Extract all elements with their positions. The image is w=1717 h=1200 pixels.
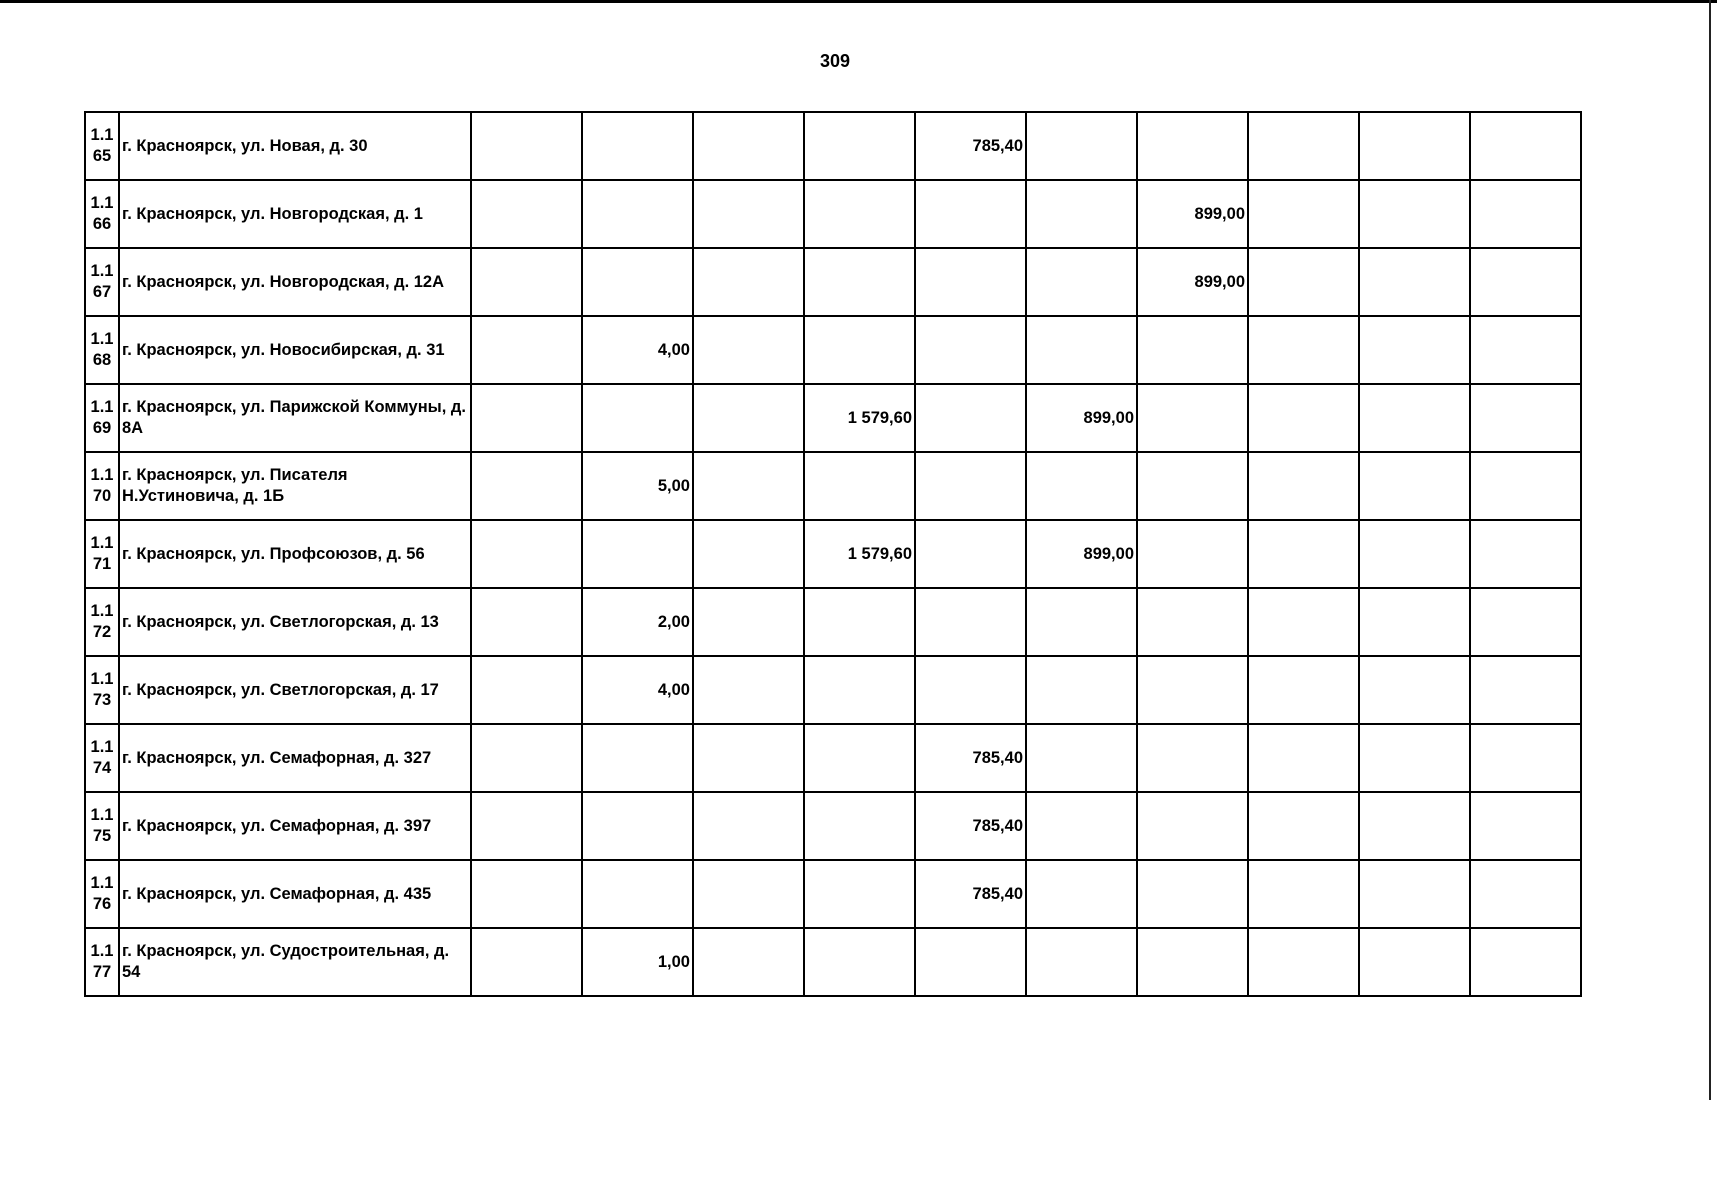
value-cell-col-9 (1359, 180, 1470, 248)
value-cell-col-2: 1,00 (582, 928, 693, 996)
value-cell-col-8 (1248, 520, 1359, 588)
value-cell-col-5 (915, 928, 1026, 996)
value-cell-col-5 (915, 452, 1026, 520)
address-cell: г. Красноярск, ул. Новая, д. 30 (119, 112, 471, 180)
table-body (85, 112, 1581, 996)
value-cell-col-7 (1137, 316, 1248, 384)
value-cell-col-3 (693, 928, 804, 996)
value-cell-col-6 (1026, 656, 1137, 724)
value-cell-col-6 (1026, 316, 1137, 384)
value-cell-col-2 (582, 248, 693, 316)
value-cell-col-4 (804, 112, 915, 180)
value-cell-col-8 (1248, 724, 1359, 792)
address-cell: г. Красноярск, ул. Новосибирская, д. 31 (119, 316, 471, 384)
value-cell-col-10 (1470, 724, 1581, 792)
value-cell-col-4: 1 579,60 (804, 384, 915, 452)
value-cell-col-3 (693, 180, 804, 248)
value-cell-col-2 (582, 520, 693, 588)
value-cell-col-4 (804, 860, 915, 928)
address-cell: г. Красноярск, ул. Писателя Н.Устиновича, д. 1Б (119, 452, 471, 520)
value-cell-col-2: 5,00 (582, 452, 693, 520)
value-cell-col-1 (471, 112, 582, 180)
value-cell-col-6 (1026, 588, 1137, 656)
value-cell-col-7 (1137, 384, 1248, 452)
value-cell-col-9 (1359, 928, 1470, 996)
value-cell-col-10 (1470, 656, 1581, 724)
value-cell-col-5: 785,40 (915, 112, 1026, 180)
address-cell: г. Красноярск, ул. Семафорная, д. 435 (119, 860, 471, 928)
value-cell-col-10 (1470, 452, 1581, 520)
row-number: 1.1 65 (85, 112, 119, 180)
row-number: 1.1 68 (85, 316, 119, 384)
value-cell-col-2 (582, 384, 693, 452)
row-number: 1.1 75 (85, 792, 119, 860)
value-cell-col-10 (1470, 520, 1581, 588)
value-cell-col-1 (471, 588, 582, 656)
scan-edge-right (1709, 0, 1711, 1100)
value-cell-col-7 (1137, 792, 1248, 860)
address-cell: г. Красноярск, ул. Судостроительная, д. 54 (119, 928, 471, 996)
value-cell-col-8 (1248, 180, 1359, 248)
address-cell: г. Красноярск, ул. Семафорная, д. 397 (119, 792, 471, 860)
value-cell-col-9 (1359, 656, 1470, 724)
value-cell-col-8 (1248, 588, 1359, 656)
value-cell-col-7: 899,00 (1137, 180, 1248, 248)
address-cell: г. Красноярск, ул. Светлогорская, д. 17 (119, 656, 471, 724)
value-cell-col-3 (693, 112, 804, 180)
value-cell-col-9 (1359, 724, 1470, 792)
value-cell-col-9 (1359, 384, 1470, 452)
value-cell-col-5 (915, 180, 1026, 248)
table-row (85, 112, 1581, 180)
address-cell: г. Красноярск, ул. Профсоюзов, д. 56 (119, 520, 471, 588)
value-cell-col-1 (471, 520, 582, 588)
value-cell-col-4 (804, 248, 915, 316)
value-cell-col-10 (1470, 588, 1581, 656)
value-cell-col-10 (1470, 316, 1581, 384)
table-row (85, 724, 1581, 792)
address-cell: г. Красноярск, ул. Светлогорская, д. 13 (119, 588, 471, 656)
value-cell-col-7 (1137, 452, 1248, 520)
value-cell-col-4 (804, 928, 915, 996)
value-cell-col-6 (1026, 180, 1137, 248)
row-number: 1.1 71 (85, 520, 119, 588)
row-number: 1.1 74 (85, 724, 119, 792)
row-number: 1.1 69 (85, 384, 119, 452)
value-cell-col-8 (1248, 384, 1359, 452)
value-cell-col-6 (1026, 452, 1137, 520)
table-row (85, 248, 1581, 316)
row-number: 1.1 67 (85, 248, 119, 316)
value-cell-col-5 (915, 588, 1026, 656)
value-cell-col-2 (582, 724, 693, 792)
value-cell-col-3 (693, 724, 804, 792)
value-cell-col-10 (1470, 180, 1581, 248)
value-cell-col-6 (1026, 928, 1137, 996)
address-cell: г. Красноярск, ул. Семафорная, д. 327 (119, 724, 471, 792)
value-cell-col-4 (804, 792, 915, 860)
value-cell-col-7 (1137, 724, 1248, 792)
value-cell-col-1 (471, 180, 582, 248)
value-cell-col-8 (1248, 452, 1359, 520)
value-cell-col-6 (1026, 792, 1137, 860)
value-cell-col-2 (582, 112, 693, 180)
value-cell-col-3 (693, 452, 804, 520)
value-cell-col-5: 785,40 (915, 792, 1026, 860)
value-cell-col-7 (1137, 588, 1248, 656)
value-cell-col-4 (804, 316, 915, 384)
value-cell-col-1 (471, 928, 582, 996)
value-cell-col-4 (804, 724, 915, 792)
value-cell-col-8 (1248, 248, 1359, 316)
value-cell-col-7 (1137, 928, 1248, 996)
value-cell-col-5 (915, 656, 1026, 724)
table-row (85, 520, 1581, 588)
value-cell-col-8 (1248, 860, 1359, 928)
value-cell-col-6 (1026, 112, 1137, 180)
row-number: 1.1 73 (85, 656, 119, 724)
scan-edge-top (0, 0, 1717, 3)
table-row (85, 656, 1581, 724)
row-number: 1.1 76 (85, 860, 119, 928)
value-cell-col-7 (1137, 520, 1248, 588)
table-row (85, 860, 1581, 928)
value-cell-col-4 (804, 588, 915, 656)
value-cell-col-10 (1470, 248, 1581, 316)
value-cell-col-1 (471, 248, 582, 316)
value-cell-col-9 (1359, 112, 1470, 180)
table-row (85, 180, 1581, 248)
value-cell-col-9 (1359, 316, 1470, 384)
value-cell-col-6 (1026, 860, 1137, 928)
value-cell-col-3 (693, 248, 804, 316)
value-cell-col-3 (693, 860, 804, 928)
table-row (85, 316, 1581, 384)
value-cell-col-5 (915, 384, 1026, 452)
value-cell-col-9 (1359, 860, 1470, 928)
value-cell-col-7 (1137, 656, 1248, 724)
value-cell-col-5: 785,40 (915, 860, 1026, 928)
value-cell-col-1 (471, 860, 582, 928)
value-cell-col-9 (1359, 792, 1470, 860)
value-cell-col-2 (582, 180, 693, 248)
row-number: 1.1 77 (85, 928, 119, 996)
value-cell-col-9 (1359, 588, 1470, 656)
value-cell-col-3 (693, 792, 804, 860)
value-cell-col-5 (915, 248, 1026, 316)
value-cell-col-2 (582, 860, 693, 928)
value-cell-col-1 (471, 316, 582, 384)
value-cell-col-3 (693, 656, 804, 724)
row-number: 1.1 72 (85, 588, 119, 656)
value-cell-col-9 (1359, 248, 1470, 316)
value-cell-col-6 (1026, 248, 1137, 316)
value-cell-col-8 (1248, 792, 1359, 860)
value-cell-col-2 (582, 792, 693, 860)
address-cell: г. Красноярск, ул. Новгородская, д. 1 (119, 180, 471, 248)
address-value-table (84, 111, 1582, 997)
value-cell-col-1 (471, 452, 582, 520)
value-cell-col-5: 785,40 (915, 724, 1026, 792)
value-cell-col-3 (693, 384, 804, 452)
value-cell-col-8 (1248, 112, 1359, 180)
table-row (85, 928, 1581, 996)
value-cell-col-2: 4,00 (582, 656, 693, 724)
value-cell-col-10 (1470, 860, 1581, 928)
value-cell-col-5 (915, 316, 1026, 384)
value-cell-col-4 (804, 452, 915, 520)
value-cell-col-3 (693, 588, 804, 656)
value-cell-col-4 (804, 180, 915, 248)
value-cell-col-1 (471, 792, 582, 860)
value-cell-col-6: 899,00 (1026, 384, 1137, 452)
row-number: 1.1 66 (85, 180, 119, 248)
row-number: 1.1 70 (85, 452, 119, 520)
table-row (85, 588, 1581, 656)
value-cell-col-4: 1 579,60 (804, 520, 915, 588)
value-cell-col-3 (693, 316, 804, 384)
value-cell-col-8 (1248, 316, 1359, 384)
value-cell-col-10 (1470, 928, 1581, 996)
address-cell: г. Красноярск, ул. Парижской Коммуны, д. 8А (119, 384, 471, 452)
table-row (85, 792, 1581, 860)
value-cell-col-4 (804, 656, 915, 724)
value-cell-col-8 (1248, 928, 1359, 996)
value-cell-col-6: 899,00 (1026, 520, 1137, 588)
value-cell-col-7 (1137, 112, 1248, 180)
value-cell-col-10 (1470, 112, 1581, 180)
value-cell-col-8 (1248, 656, 1359, 724)
value-cell-col-7 (1137, 860, 1248, 928)
value-cell-col-9 (1359, 520, 1470, 588)
value-cell-col-6 (1026, 724, 1137, 792)
value-cell-col-7: 899,00 (1137, 248, 1248, 316)
value-cell-col-2: 2,00 (582, 588, 693, 656)
value-cell-col-2: 4,00 (582, 316, 693, 384)
value-cell-col-10 (1470, 792, 1581, 860)
value-cell-col-9 (1359, 452, 1470, 520)
value-cell-col-1 (471, 384, 582, 452)
table-row (85, 452, 1581, 520)
table-row (85, 384, 1581, 452)
value-cell-col-1 (471, 656, 582, 724)
page-number: 309 (819, 51, 851, 71)
address-cell: г. Красноярск, ул. Новгородская, д. 12А (119, 248, 471, 316)
value-cell-col-5 (915, 520, 1026, 588)
value-cell-col-3 (693, 520, 804, 588)
value-cell-col-10 (1470, 384, 1581, 452)
value-cell-col-1 (471, 724, 582, 792)
